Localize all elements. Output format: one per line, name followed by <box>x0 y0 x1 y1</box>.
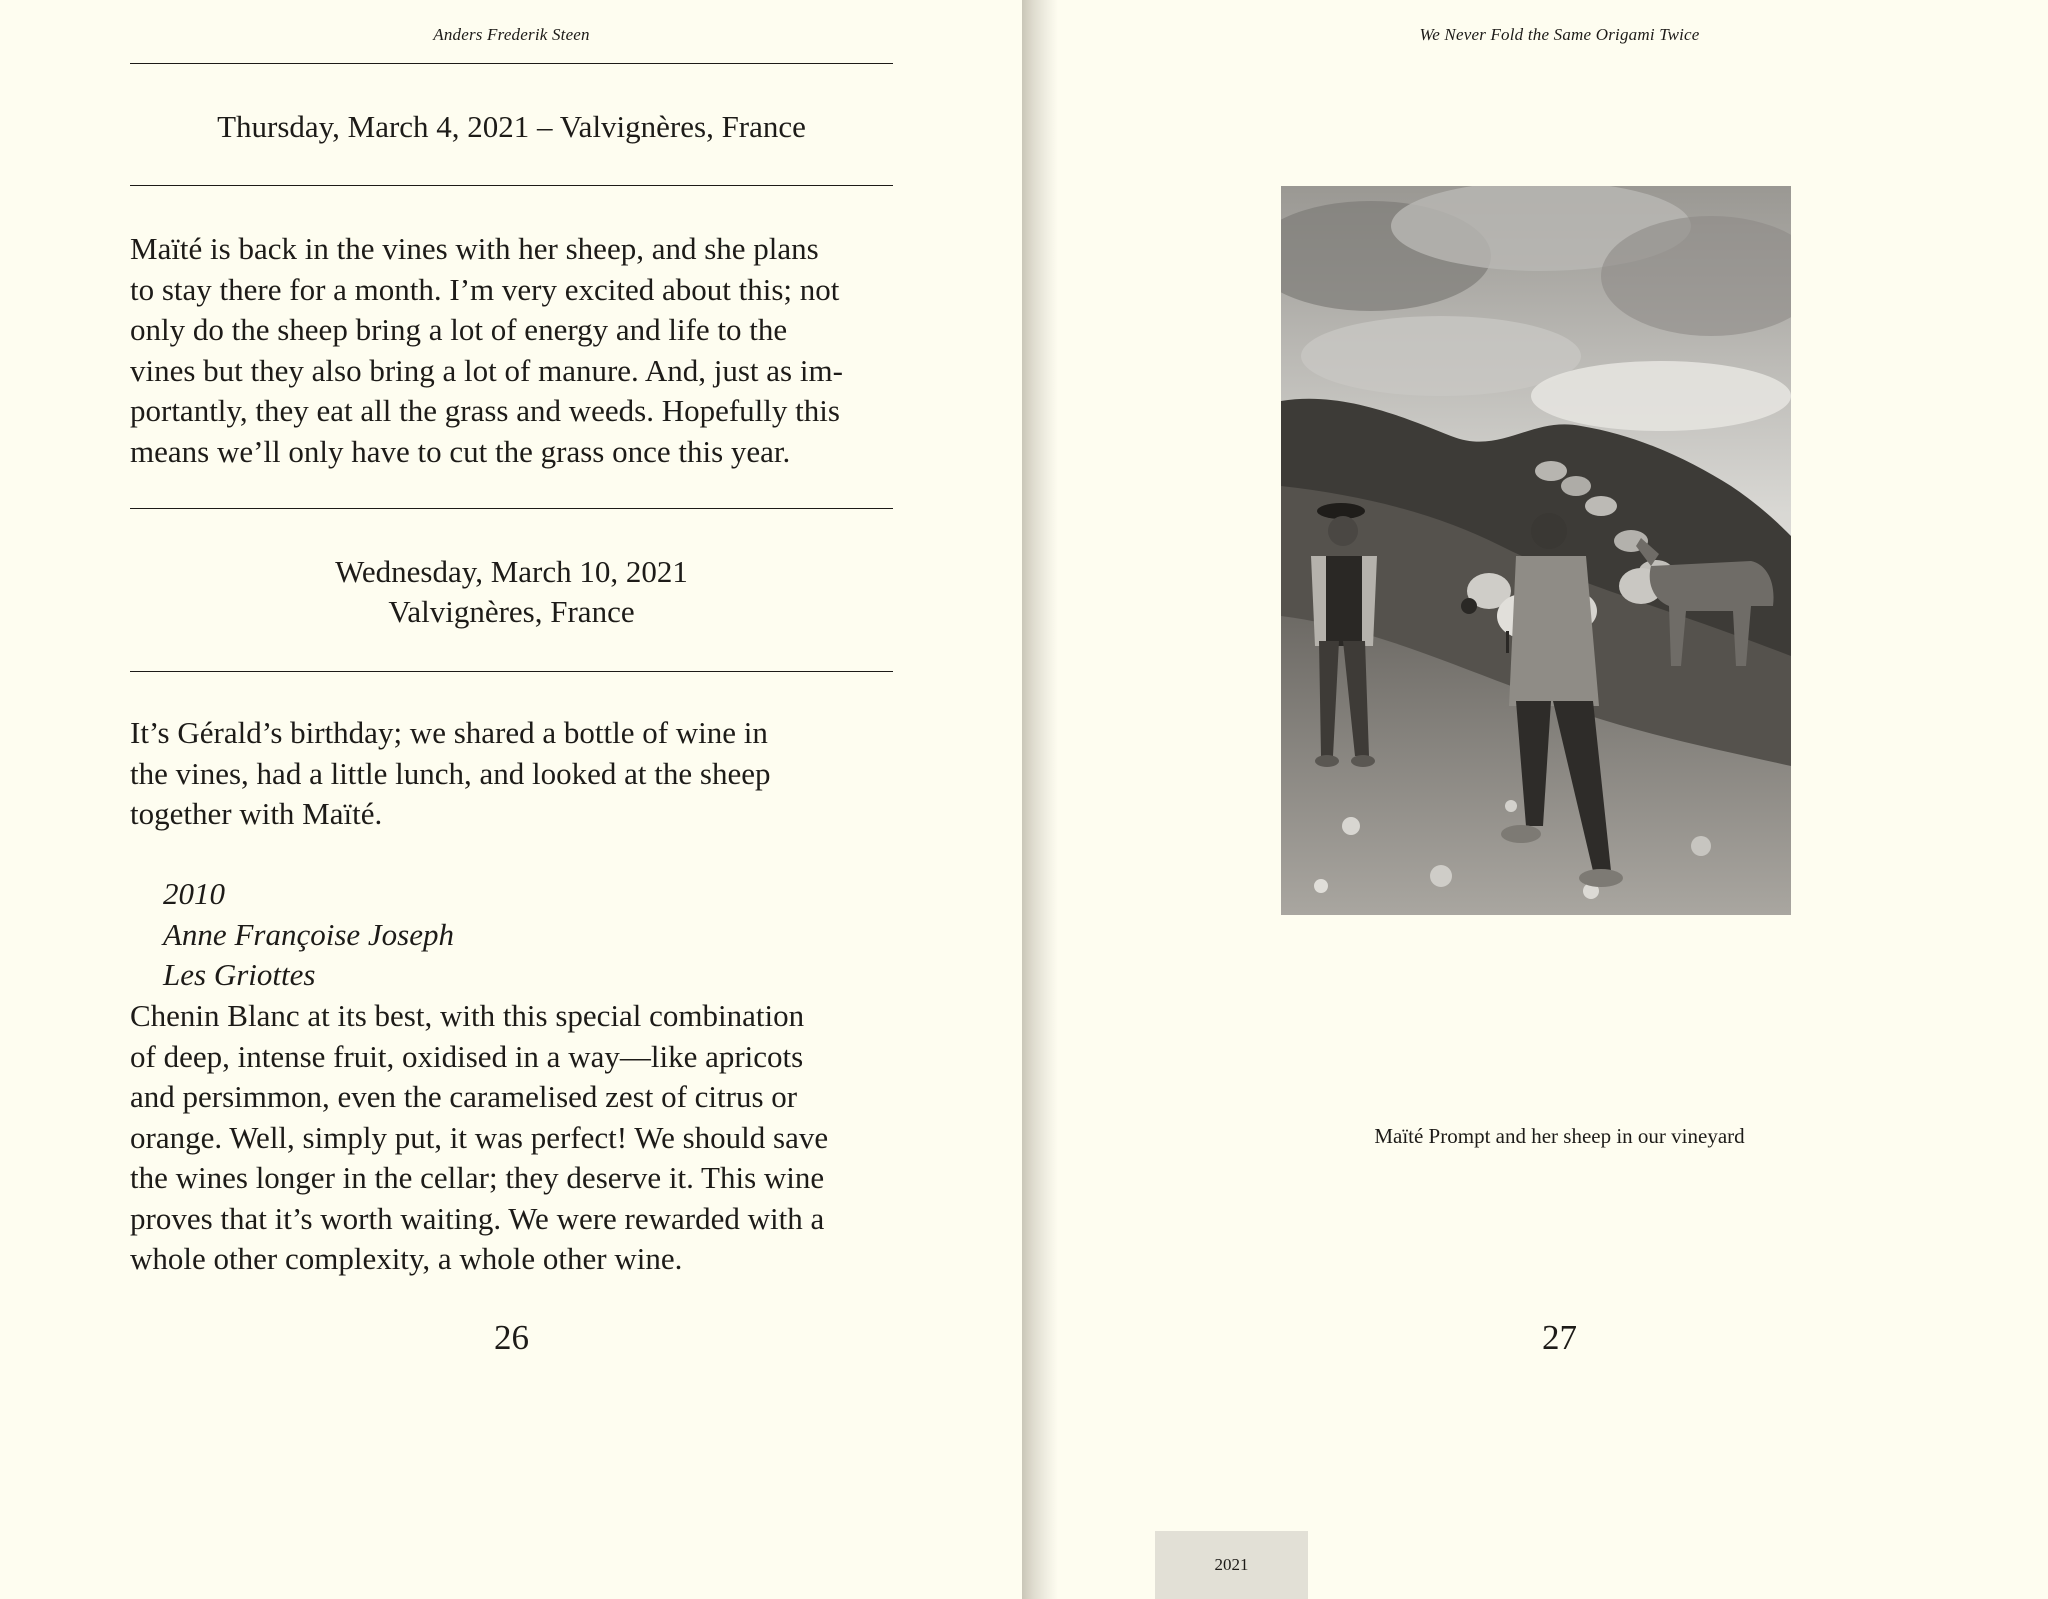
entry-date-march-10 <box>130 552 893 632</box>
text-line: the vines, had a little lunch, and looked at the sheep <box>130 755 771 791</box>
text-line: Maïté is back in the vines with her sheep, and she plans <box>130 231 819 266</box>
entry-date-line: Wednesday, March 10, 2021 <box>335 554 688 589</box>
text-line: Chenin Blanc at its best, with this special combination <box>130 998 805 1033</box>
header-rule <box>130 63 893 64</box>
entry-separator-rule <box>130 508 893 509</box>
vineyard-sheep-photo <box>1281 186 1791 915</box>
text-line: and persimmon, even the caramelised zest of citrus or <box>130 1079 798 1114</box>
text-line: It’s Gérald’s birthday; we shared a bottle of wine in <box>130 715 768 750</box>
running-head-author: Anders Frederik Steen <box>433 25 590 44</box>
wine-vintage: 2010 <box>163 876 225 911</box>
entry-march-4-text <box>130 229 893 472</box>
text-line: vines but they also bring a lot of manure. And, just as im- <box>130 352 843 388</box>
photo-caption: Maïté Prompt and her sheep in our vineyard <box>1374 1124 1745 1148</box>
right-page <box>1022 0 2048 1599</box>
text-line: whole other complexity, a whole other wine. <box>130 1241 683 1276</box>
entry-location-line: Valvignères, France <box>388 594 635 629</box>
left-page <box>0 0 1022 1599</box>
year-tab[interactable]: 2021 <box>1155 1531 1308 1599</box>
date-rule <box>130 185 893 186</box>
text-line: of deep, intense fruit, oxidised in a way—like apricots <box>130 1038 804 1074</box>
wine-details <box>163 874 863 996</box>
text-line: the wines longer in the cellar; they deserve it. This wine <box>130 1160 825 1195</box>
entry-march-10-text <box>130 713 893 835</box>
wine-producer: Anne Françoise Joseph <box>163 916 454 952</box>
text-line: means we’ll only have to cut the grass once this year. <box>130 433 791 469</box>
text-line: orange. Well, simply put, it was perfect! We should save <box>130 1119 829 1155</box>
wine-cuvee: Les Griottes <box>163 957 316 992</box>
text-line: proves that it’s worth waiting. We were rewarded with a <box>130 1200 825 1236</box>
entry-date-march-4: Thursday, March 4, 2021 – Valvignères, France <box>217 109 806 144</box>
text-line: to stay there for a month. I’m very excited about this; not <box>130 271 840 307</box>
text-line: together with Maïté. <box>130 796 383 831</box>
date-rule <box>130 671 893 672</box>
text-line: only do the sheep bring a lot of energy and life to the <box>130 312 788 347</box>
text-line: portantly, they eat all the grass and weeds. Hopefully this <box>130 393 840 428</box>
page-number-left: 26 <box>494 1318 529 1357</box>
page-number-right: 27 <box>1542 1318 1577 1357</box>
tasting-note-text <box>130 996 893 1280</box>
running-head-title: We Never Fold the Same Origami Twice <box>1419 25 1700 44</box>
